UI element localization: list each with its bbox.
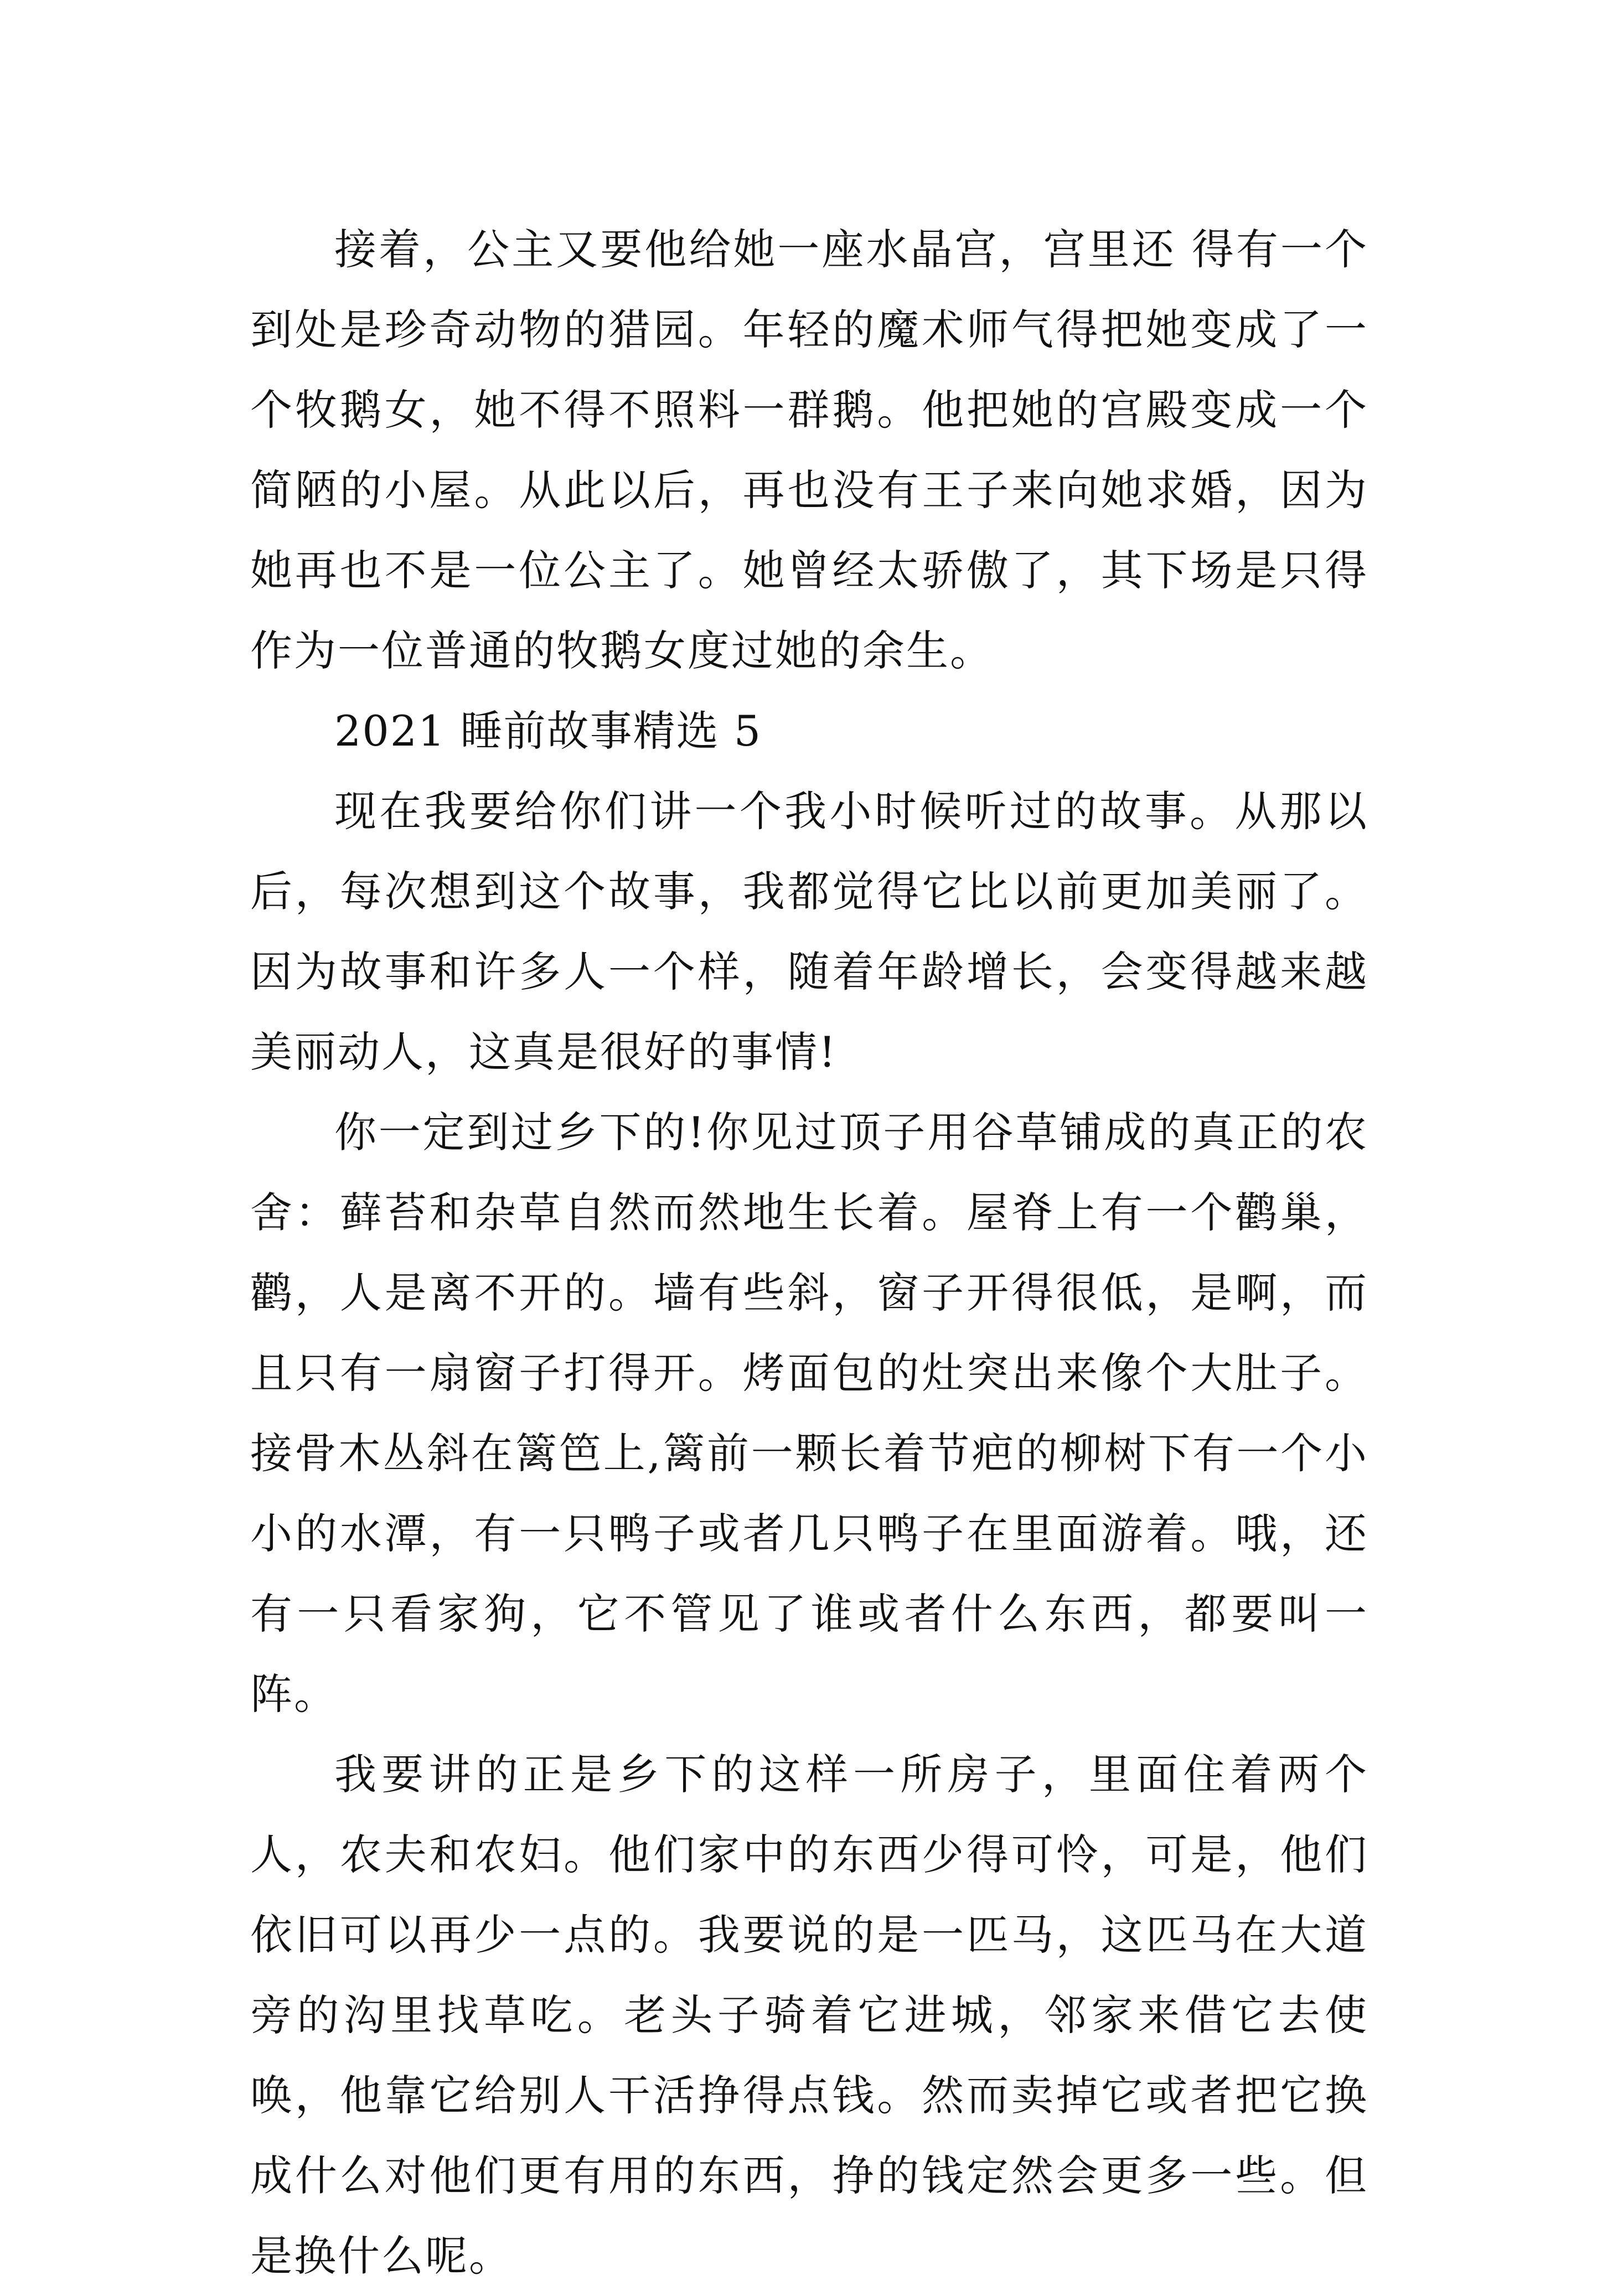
section-title: 2021 睡前故事精选 5 <box>334 706 762 756</box>
paragraph-4: 我要讲的正是乡下的这样一所房子，里面住着两个人，农夫和农妇。他们家中的东西少得可怜，可是，他们依旧可以再少一点的。我要说的是一匹马，这匹马在大道旁的沟里找草吃。老头子骑着它进城，邻家来借它去使唤，他靠它给别人干活挣得点钱。然而卖掉它或者把它换成什么对他们更有用的东西，挣的钱定然会更多一些。但是换什么呢。 <box>250 1750 1368 2281</box>
document-page <box>250 209 1368 2296</box>
paragraph-1: 接着，公主又要他给她一座水晶宫，宫里还 得有一个到处是珍奇动物的猎园。年轻的魔术师气得把她变成了一个牧鹅女，她不得不照料一群鹅。他把她的宫殿变成一个简陋的小屋。从此以后，再也没有王子来向她求婚，因为她再也不是一位公主了。她曾经太骄傲了，其下场是只得作为一位普通的牧鹅女度过她的余生。 <box>250 225 1368 675</box>
paragraph-2: 现在我要给你们讲一个我小时候听过的故事。从那以后，每次想到这个故事，我都觉得它比以前更加美丽了。因为故事和许多人一个样，随着年龄增长，会变得越来越美丽动人，这真是很好的事情! <box>250 787 1368 1077</box>
paragraph-3: 你一定到过乡下的!你见过顶子用谷草铺成的真正的农舍：藓苔和杂草自然而然地生长着。屋脊上有一个鹳巢，鹳，人是离不开的。墙有些斜，窗子开得很低，是啊，而且只有一扇窗子打得开。烤面包的灶突出来像个大肚子。接骨木丛斜在篱笆上,篱前一颗长着节疤的柳树下有一个小小的水潭，有一只鸭子或者几只鸭子在里面游着。哦，还有一只看家狗，它不管见了谁或者什么东西，都要叫一阵。 <box>250 1108 1368 1719</box>
